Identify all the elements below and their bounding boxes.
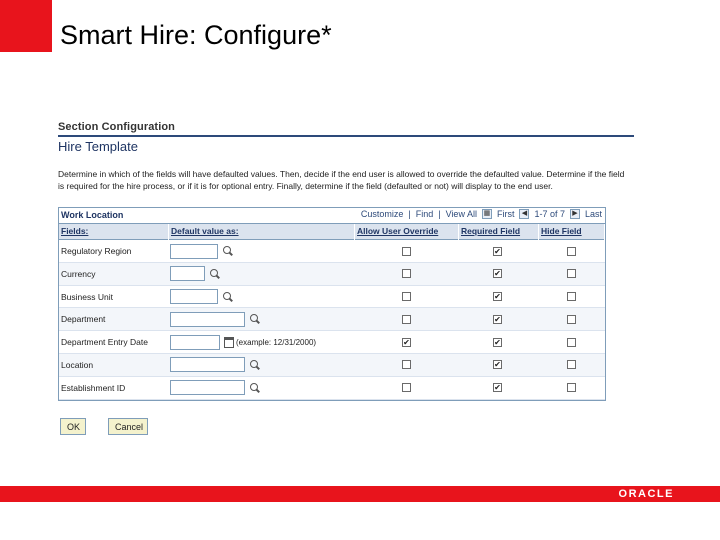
ok-button[interactable]: OK	[60, 418, 86, 435]
last-link[interactable]: Last	[584, 209, 602, 219]
field-name: Location	[61, 359, 94, 370]
default-value-cell	[170, 308, 261, 330]
default-value-cell	[170, 354, 261, 376]
calendar-icon[interactable]	[224, 337, 234, 348]
lookup-icon[interactable]	[222, 291, 234, 303]
field-name: Currency	[61, 268, 96, 279]
oracle-logo: ORACLE	[618, 488, 674, 500]
previous-arrow-icon[interactable]: ◀	[519, 209, 529, 219]
default-value-cell	[170, 263, 221, 285]
slide-title: Smart Hire: Configure*	[60, 20, 332, 50]
customize-link[interactable]: Customize	[360, 209, 404, 219]
view-all-link[interactable]: View All	[445, 209, 477, 219]
grid-title: Work Location	[61, 210, 124, 220]
work-location-grid	[58, 207, 606, 401]
cancel-button[interactable]: Cancel	[108, 418, 148, 435]
default-value-input[interactable]	[170, 266, 205, 281]
template-title: Hire Template	[58, 139, 138, 154]
footer-red-bar	[0, 486, 720, 502]
required-field-checkbox[interactable]: ✔	[494, 337, 501, 347]
next-arrow-icon[interactable]: ▶	[570, 209, 580, 219]
default-value-input[interactable]	[170, 289, 218, 304]
grid-header-row	[59, 224, 605, 240]
column-header-allow-override[interactable]: Allow User Override	[355, 224, 459, 240]
download-grid-icon[interactable]: ▦	[483, 210, 491, 217]
hide-field-checkbox[interactable]	[567, 292, 576, 301]
column-header-hide[interactable]: Hide Field	[539, 224, 605, 240]
table-row	[59, 331, 605, 354]
lookup-icon[interactable]	[209, 268, 221, 280]
grid-title-bar	[59, 208, 605, 224]
hide-field-checkbox[interactable]	[567, 338, 576, 347]
table-row	[59, 354, 605, 377]
column-header-fields[interactable]: Fields:	[59, 224, 169, 240]
table-row	[59, 286, 605, 309]
section-header	[58, 121, 634, 154]
default-value-input[interactable]	[170, 335, 220, 350]
required-field-checkbox[interactable]: ✔	[494, 314, 501, 324]
grid-navigation: Customize | Find | View All ▦ First ◀ 1-7 of 7 ▶ Last	[360, 209, 602, 219]
required-field-checkbox[interactable]: ✔	[494, 269, 501, 279]
field-name: Regulatory Region	[61, 246, 132, 256]
hide-field-checkbox[interactable]	[567, 269, 576, 278]
default-value-cell	[170, 240, 234, 262]
column-header-required[interactable]: Required Field	[459, 224, 539, 240]
hide-field-checkbox[interactable]	[567, 315, 576, 324]
field-name: Department Entry Date	[61, 337, 148, 348]
row-range: 1-7 of 7	[534, 209, 565, 219]
hide-field-checkbox[interactable]	[567, 247, 576, 256]
find-link[interactable]: Find	[415, 209, 434, 219]
date-format-example: (example: 12/31/2000)	[236, 337, 317, 347]
field-name: Department	[61, 314, 106, 325]
default-value-input[interactable]	[170, 357, 245, 372]
required-field-checkbox[interactable]: ✔	[494, 360, 501, 370]
allow-override-checkbox[interactable]	[402, 315, 411, 324]
default-value-input[interactable]	[170, 312, 245, 327]
table-row	[59, 240, 605, 263]
hide-field-checkbox[interactable]	[567, 383, 576, 392]
required-field-checkbox[interactable]: ✔	[494, 246, 501, 256]
lookup-icon[interactable]	[249, 313, 261, 325]
lookup-icon[interactable]	[249, 382, 261, 394]
hide-field-checkbox[interactable]	[567, 360, 576, 369]
table-row	[59, 263, 605, 286]
allow-override-checkbox[interactable]	[402, 247, 411, 256]
allow-override-checkbox[interactable]: ✔	[403, 337, 410, 347]
allow-override-checkbox[interactable]	[402, 269, 411, 278]
field-name: Business Unit	[61, 291, 113, 302]
table-row	[59, 377, 605, 400]
default-value-cell	[170, 377, 261, 399]
table-row	[59, 308, 605, 331]
lookup-icon[interactable]	[249, 359, 261, 371]
column-header-default-value[interactable]: Default value as:	[169, 224, 355, 240]
required-field-checkbox[interactable]: ✔	[494, 383, 501, 393]
grid-body	[59, 240, 605, 400]
allow-override-checkbox[interactable]	[402, 360, 411, 369]
brand-red-square	[0, 0, 52, 52]
section-description: Determine in which of the fields will have defaulted values. Then, decide if the end user is allowed to override the defaulted value. Determine if the field is required for the hire process, or if it is for optional entry. Finally, determine if the field (defaulted or not) will display to the end user.	[58, 169, 625, 191]
default-value-cell	[170, 331, 316, 353]
field-name: Establishment ID	[61, 382, 126, 393]
default-value-input[interactable]	[170, 380, 245, 395]
section-label: Section Configuration	[58, 121, 175, 133]
default-value-input[interactable]	[170, 244, 218, 259]
allow-override-checkbox[interactable]	[402, 383, 411, 392]
section-divider	[58, 135, 634, 137]
allow-override-checkbox[interactable]	[402, 292, 411, 301]
first-link[interactable]: First	[496, 209, 515, 219]
default-value-cell	[170, 286, 234, 308]
required-field-checkbox[interactable]: ✔	[494, 292, 501, 302]
lookup-icon[interactable]	[222, 245, 234, 257]
